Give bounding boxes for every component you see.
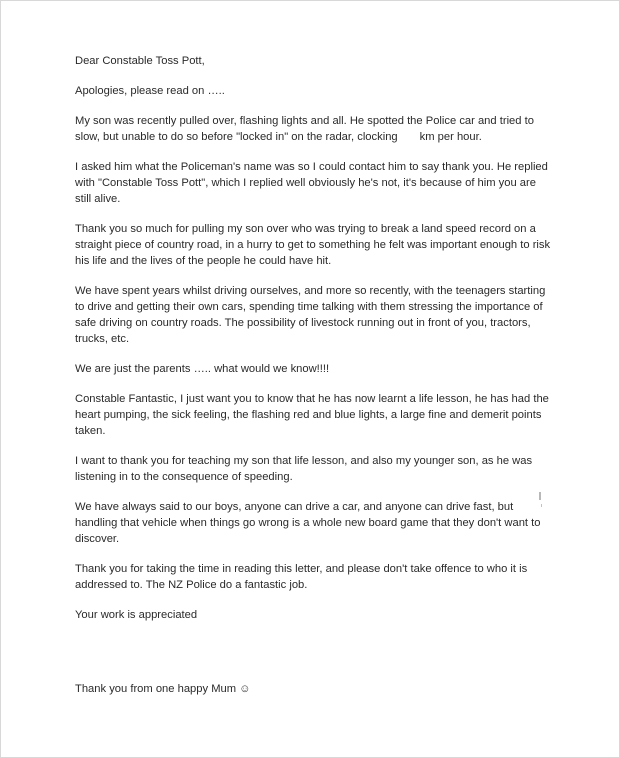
letter-paragraph-9: Thank you for taking the time in reading this letter, and please don't take offence to who it is addressed to. The NZ Police do a fantastic job. xyxy=(75,563,528,591)
letter-closing: Your work is appreciated xyxy=(75,609,198,621)
letter-paragraph-5: We are just the parents ….. what would we know!!!! xyxy=(75,363,330,375)
letter-paragraph-8: We have always said to our boys, anyone can drive a car, and anyone can drive fast, but handling that vehicle when things go wrong is a whole new board game that they don't want to discover. xyxy=(75,501,541,545)
letter-paragraph-1 xyxy=(75,113,555,145)
signature-space xyxy=(75,637,555,681)
letter-paragraph-6: Constable Fantastic, I just want you to know that he has now learnt a life lesson, he has had the heart pumping, the sick feeling, the flashing red and blue lights, a large fine and demerit points taken. xyxy=(75,393,549,437)
letter-signoff: Thank you from one happy Mum ☺ xyxy=(75,683,251,695)
letter-paragraph-3: Thank you so much for pulling my son over who was trying to break a land speed record on a straight piece of country road, in a hurry to get to something he felt was important enough to risk his life and the lives of the people he could have hit. xyxy=(75,223,551,267)
letter-greeting: Dear Constable Toss Pott, xyxy=(75,55,205,67)
letter-body xyxy=(75,53,555,711)
scan-speck xyxy=(539,492,541,500)
letter-paragraph-2: I asked him what the Policeman's name was so I could contact him to say thank you. He replied with "Constable Toss Pott", which I replied well obviously he's not, it's because of him you are still alive. xyxy=(75,161,548,205)
paragraph-1-text: My son was recently pulled over, flashing lights and all. He spotted the Police car and tried to slow, but unable to do so before "locked in" on the radar, clocking xyxy=(75,115,534,143)
letter-paragraph-7: I want to thank you for teaching my son that life lesson, and also my younger son, as he was listening in to the consequence of speeding. xyxy=(75,455,533,483)
paragraph-1-unit: km per hour. xyxy=(419,131,482,143)
letter-paragraph-4: We have spent years whilst driving ourselves, and more so recently, with the teenagers starting to drive and getting their own cars, spending time talking with them stressing the importance of safe driving on country roads. The possibility of livestock running out in front of you, tractors, trucks, etc. xyxy=(75,285,546,345)
scan-speck-small xyxy=(541,504,542,507)
letter-intro: Apologies, please read on ….. xyxy=(75,85,225,97)
